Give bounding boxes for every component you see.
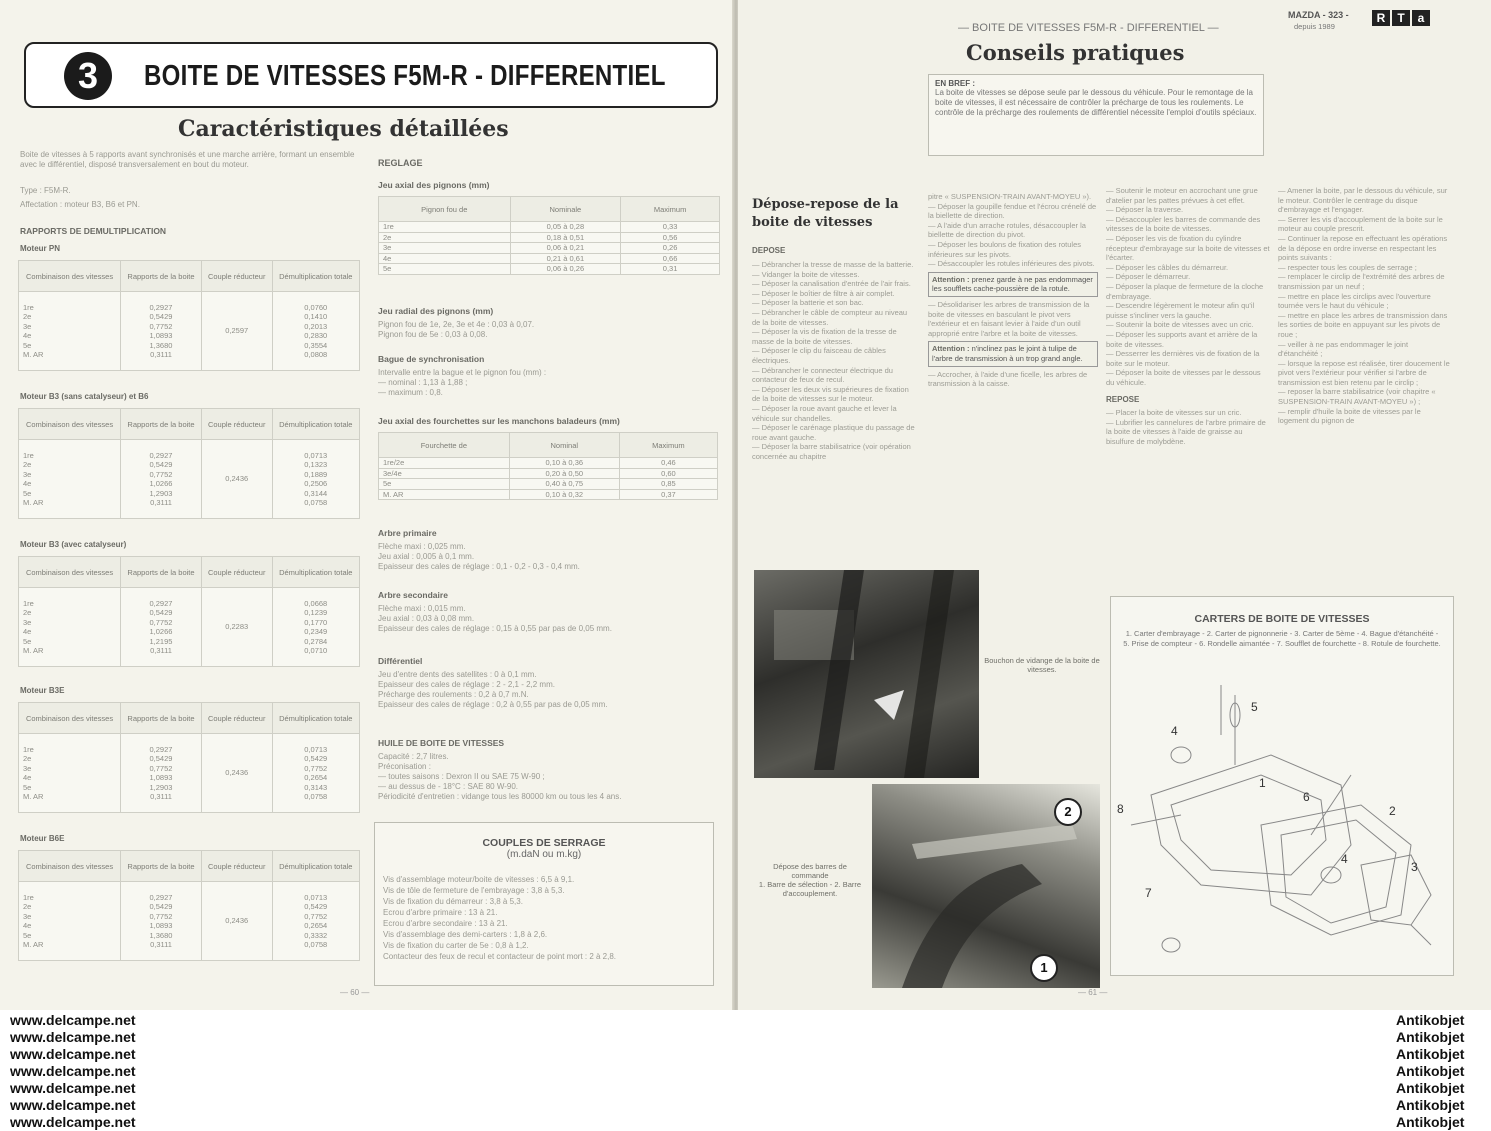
arbre-secondaire-title: Arbre secondaire — [378, 590, 448, 600]
table-row — [379, 232, 720, 243]
table-header-cell: Nominale — [510, 197, 621, 222]
table-header-cell: Couple réducteur — [201, 703, 272, 734]
table-cell: 0,0713 0,5429 0,7752 0,2654 0,3332 0,0758 — [272, 882, 359, 961]
callout-1: 1 — [1030, 954, 1058, 982]
table-cell: 0,2436 — [201, 882, 272, 961]
jeu-axial-title: Jeu axial des pignons (mm) — [378, 180, 490, 190]
page-number-left: — 60 — — [340, 988, 370, 997]
table-cell: 1re 2e 3e 4e 5e M. AR — [19, 588, 121, 667]
logo-letter: R — [1372, 10, 1390, 26]
differentiel-text: Jeu d'entre dents des satellites : 0 à 0,1 mm. Epaisseur des cales de réglage : 2 - 2,1 - 2,2 mm. Précharge des roulements : 0,2 à 0,7 m.N. Epaisseur des cales de réglage : 0,2 à 0,55 par pas de 0,05 mm. — [378, 670, 608, 709]
attention-box-1 — [928, 272, 1098, 297]
footer-site-line: www.delcampe.net — [10, 1029, 136, 1045]
page-number-right: — 61 — — [1078, 988, 1108, 997]
affectation-line: Affectation : moteur B3, B6 et PN. — [20, 200, 140, 209]
footer-site-line: www.delcampe.net — [10, 1080, 136, 1096]
attention-box-2 — [928, 341, 1098, 366]
table-cell: 0,10 à 0,36 — [509, 458, 619, 469]
repose-label: REPOSE — [1106, 395, 1140, 405]
table-header-cell: Combinaison des vitesses — [19, 261, 121, 292]
table-header-cell: Nominal — [509, 433, 619, 458]
table-cell: 0,06 à 0,21 — [510, 243, 621, 254]
callout-2: 2 — [1054, 798, 1082, 826]
gearbox-exploded-diagram — [1111, 675, 1455, 975]
table-header-cell: Couple réducteur — [201, 557, 272, 588]
attention-label: Attention : — [932, 274, 970, 284]
table-header-cell: Rapports de la boite — [121, 261, 202, 292]
jeu-radial-title: Jeu radial des pignons (mm) — [378, 306, 494, 316]
table-header-cell: Démultiplication totale — [272, 261, 359, 292]
col2 — [928, 192, 1098, 389]
table-row — [19, 734, 360, 813]
table-header-cell: Démultiplication totale — [272, 851, 359, 882]
diagram-label: 4 — [1171, 724, 1178, 738]
diagram-label: 6 — [1303, 790, 1310, 804]
footer-brand-line: Antikobjet — [1396, 1063, 1465, 1079]
table-header-cell: Fourchette de — [379, 433, 510, 458]
carters-title: CARTERS DE BOITE DE VITESSES — [1194, 613, 1370, 625]
table-cell: 1re 2e 3e 4e 5e M. AR — [19, 292, 121, 371]
table-cell: 3e/4e — [379, 468, 510, 479]
table-cell: 0,2927 0,5429 0,7752 1,0893 1,3680 0,3111 — [121, 882, 202, 961]
photo-drain-plug-art — [754, 570, 979, 778]
table-cell: M. AR — [379, 489, 510, 500]
table-cell: 0,06 à 0,26 — [510, 264, 621, 275]
table-header-cell: Rapports de la boite — [121, 557, 202, 588]
table-cell: 0,2436 — [201, 734, 272, 813]
col2-intro: pitre « SUSPENSION-TRAIN AVANT-MOYEU »). — Déposer la goupille fendue et l'écrou crénelé de la biellette de direction. — A l'aide d'un arrache rotules, désaccoupler la biellette de direction du pivot. — Déposer les boulons de fixation des rotules inférieures sur les pivots. — Désaccoupler les rotules inférieures des pivots. — [928, 192, 1097, 269]
table-cell: 5e — [379, 479, 510, 490]
table-row — [379, 253, 720, 264]
depose-repose-title: Dépose-repose de la boite de vitesses — [752, 197, 899, 230]
col3 — [1106, 186, 1271, 446]
table-cell: 0,2436 — [201, 440, 272, 519]
table-cell: 0,2927 0,5429 0,7752 1,0266 1,2195 0,3111 — [121, 588, 202, 667]
col2-mid: — Désolidariser les arbres de transmission de la boite de vitesses en basculant le pivot vers l'extérieur et en faisant levier à l'aide d'un outil approprié entre l'arbre et la boite de vitesses. — [928, 299, 1090, 338]
en-bref-label: EN BREF : — [935, 79, 975, 88]
jeu-radial-text: Pignon fou de 1e, 2e, 3e et 4e : 0,03 à 0,07. Pignon fou de 5e : 0,03 à 0,08. — [378, 320, 535, 339]
diagram-label: 8 — [1117, 802, 1124, 816]
couples-subtitle: (m.daN ou m.kg) — [506, 849, 582, 860]
table-cell: 0,10 à 0,32 — [509, 489, 619, 500]
table-cell: 4e — [379, 253, 511, 264]
diagram-label: 1 — [1259, 776, 1266, 790]
footer-site-line: www.delcampe.net — [10, 1114, 136, 1130]
bague-text: Intervalle entre la bague et le pignon fou (mm) : — nominal : 1,13 à 1,88 ; — maximum : 0,8. — [378, 368, 547, 397]
arbre-primaire-title: Arbre primaire — [378, 528, 437, 538]
type-line: Type : F5M-R. — [20, 186, 71, 195]
jeu-axial-table — [378, 196, 720, 275]
reglage-heading: REGLAGE — [378, 158, 423, 168]
ratio-table-title: Moteur PN — [20, 244, 60, 253]
table-header-cell: Combinaison des vitesses — [19, 409, 121, 440]
table-header-cell: Couple réducteur — [201, 851, 272, 882]
table-cell: 0,26 — [621, 243, 720, 254]
table-cell: 1re 2e 3e 4e 5e M. AR — [19, 440, 121, 519]
table-cell: 0,20 à 0,50 — [509, 468, 619, 479]
attention-label: Attention : — [932, 344, 970, 354]
table-cell: 1re/2e — [379, 458, 510, 469]
table-cell: 1re — [379, 222, 511, 233]
table-row — [379, 222, 720, 233]
table-cell: 3e — [379, 243, 511, 254]
intro-text: Boite de vitesses à 5 rapports avant synchronisés et une marche arrière, formant un ensemble avec le différentiel, disposé transversalement en bout du moteur. — [20, 150, 355, 169]
depose-label: DEPOSE — [752, 246, 786, 255]
table-cell: 0,0760 0,1410 0,2013 0,2830 0,3554 0,0808 — [272, 292, 359, 371]
table-cell: 0,05 à 0,28 — [510, 222, 621, 233]
table-cell: 0,2597 — [201, 292, 272, 371]
attention-text: prenez garde à ne pas endommager les soufflets cache-poussière de la rotule. — [932, 274, 1093, 294]
table-row — [379, 489, 718, 500]
table-header-cell: Démultiplication totale — [272, 409, 359, 440]
table-cell: 1re 2e 3e 4e 5e M. AR — [19, 882, 121, 961]
couples-text: Vis d'assemblage moteur/boite de vitesses : 6,5 à 9,1. Vis de tôle de fermeture de l'embrayage : 3,8 à 5,3. Vis de fixation du démarreur : 3,8 à 5,3. Ecrou d'arbre primaire : 13 à 21. Ecrou d'arbre secondaire : 13 à 21. Vis d'assemblage des demi-carters : 1,8 à 2,6. Vis de fixation du carter de 5e : 0,8 à 1,2. Contacteur des feux de recul et contacteur de point mort : 2 à 2,8. — [383, 875, 617, 961]
footer-brand-line: Antikobjet — [1396, 1097, 1465, 1113]
couples-box — [374, 822, 714, 986]
table-header-cell: Maximum — [621, 197, 720, 222]
table-row — [19, 882, 360, 961]
section-title: Caractéristiques détaillées — [178, 116, 509, 142]
ratio-table-title: Moteur B3E — [20, 686, 65, 695]
table-header-cell: Démultiplication totale — [272, 557, 359, 588]
table-cell: 0,2927 0,5429 0,7752 1,0893 1,3680 0,3111 — [121, 292, 202, 371]
table-cell: 0,66 — [621, 253, 720, 264]
footer-site-line: www.delcampe.net — [10, 1012, 136, 1028]
photo-shift-rods-caption: Dépose des barres de commande 1. Barre de sélection - 2. Barre d'accouplement. — [758, 862, 862, 898]
bague-title: Bague de synchronisation — [378, 354, 485, 364]
table-row — [19, 588, 360, 667]
col1-text: — Débrancher la tresse de masse de la batterie. — Vidanger la boite de vitesses. — Déposer la canalisation d'entrée de l'air frais. — Déposer le boîtier de filtre à air complet. — Déposer la batterie et son bac. — Débrancher le câble de compteur au niveau de la boite de vitesses. — Déposer la vis de fixation de la tresse de masse de la boite de vitesses. — Déposer le clip du faisceau de câbles électriques. — Débrancher le connecteur électrique du contacteur de feux de recul. — Déposer les deux vis supérieures de fixation de la boite de vitesses sur le moteur. — Déposer la roue avant gauche et lever la véhicule sur chandelles. — Déposer le carénage plastique du passage de roue avant gauche. — Déposer la barre stabilisatrice (voir opération concernée au chapitre — [752, 260, 915, 461]
table-cell: 0,2927 0,5429 0,7752 1,0893 1,2903 0,3111 — [121, 734, 202, 813]
footer-brand-line: Antikobjet — [1396, 1080, 1465, 1096]
table-row — [379, 468, 718, 479]
table-cell: 0,21 à 0,61 — [510, 253, 621, 264]
table-cell: 0,40 à 0,75 — [509, 479, 619, 490]
table-row — [379, 479, 718, 490]
col2-end: — Accrocher, à l'aide d'une ficelle, les arbres de transmission à la caisse. — [928, 369, 1088, 389]
table-header-cell: Rapports de la boite — [121, 851, 202, 882]
table-header-cell: Combinaison des vitesses — [19, 851, 121, 882]
table-row — [379, 458, 718, 469]
table-cell: 0,60 — [619, 468, 717, 479]
carters-legend: 1. Carter d'embrayage - 2. Carter de pignonnerie - 3. Carter de 5ème - 4. Bague d'étanchéité - 5. Prise de compteur - 6. Rondelle aimantée - 7. Soufflet de fourchette - 8. Rotule de fourchette. — [1123, 629, 1441, 648]
ratio-table-title: Moteur B3 (avec catalyseur) — [20, 540, 127, 549]
huile-title: HUILE DE BOITE DE VITESSES — [378, 738, 505, 748]
photo-drain-plug — [754, 570, 979, 778]
table-header-cell: Couple réducteur — [201, 261, 272, 292]
ratio-table — [18, 408, 360, 519]
footer-site-line: www.delcampe.net — [10, 1097, 136, 1113]
col3-text: — Soutenir le moteur en accrochant une grue d'atelier par les pattes prévues à cet effet. — Déposer la traverse. — Désaccoupler les barres de commande des vitesses de la boite de vitesses. — Déposer les vis de fixation du cylindre récepteur d'embrayage sur la boite de vitesses et l'écarter. — Déposer les câbles du démarreur. — Déposer le démarreur. — Déposer la plaque de fermeture de la cloche d'embrayage. — Descendre légèrement le moteur afin qu'il puisse s'incliner vers la gauche. — Soutenir la boite de vitesses avec un cric. — Déposer les supports avant et arrière de la boite de vitesses. — Desserrer les dernières vis de fixation de la boite sur le moteur. — Déposer la boite de vitesses par le dessous du véhicule. — [1106, 186, 1270, 387]
fourchettes-title: Jeu axial des fourchettes sur les manchons baladeurs (mm) — [378, 416, 620, 426]
ratio-table — [18, 702, 360, 813]
chapter-title: BOITE DE VITESSES F5M-R - DIFFERENTIEL — [144, 60, 666, 92]
table-cell: 0,85 — [619, 479, 717, 490]
table-cell: 0,56 — [621, 232, 720, 243]
chapter-number: 3 — [64, 52, 112, 100]
ratio-table — [18, 850, 360, 961]
footer-brand-line: Antikobjet — [1396, 1114, 1465, 1130]
table-header-cell: Rapports de la boite — [121, 409, 202, 440]
footer-brand-line: Antikobjet — [1396, 1029, 1465, 1045]
couples-title: COUPLES DE SERRAGE — [482, 837, 606, 849]
fourchettes-table — [378, 432, 718, 500]
arbre-secondaire-text: Flèche maxi : 0,015 mm. Jeu axial : 0,03 à 0,08 mm. Epaisseur des cales de réglage : 0,15 à 0,55 par pas de 0,05 mm. — [378, 604, 612, 633]
footer-brand-line: Antikobjet — [1396, 1046, 1465, 1062]
table-cell: 0,46 — [619, 458, 717, 469]
right-page — [738, 0, 1491, 1010]
rapports-heading: RAPPORTS DE DEMULTIPLICATION — [20, 226, 167, 236]
logo-letter: a — [1412, 10, 1430, 26]
ratio-table — [18, 556, 360, 667]
chapter-banner — [24, 42, 718, 108]
brand-sub: depuis 1989 — [1294, 22, 1335, 31]
diagram-label: 7 — [1145, 886, 1152, 900]
footer-site-line: www.delcampe.net — [10, 1046, 136, 1062]
table-cell: 0,2927 0,5429 0,7752 1,0266 1,2903 0,3111 — [121, 440, 202, 519]
carters-diagram-box — [1110, 596, 1454, 976]
diagram-label: 4 — [1341, 852, 1348, 866]
logo-letter: T — [1392, 10, 1410, 26]
ratio-table-title: Moteur B3 (sans catalyseur) et B6 — [20, 392, 149, 401]
table-cell: 0,37 — [619, 489, 717, 500]
table-header-cell: Démultiplication totale — [272, 703, 359, 734]
table-cell: 0,33 — [621, 222, 720, 233]
differentiel-title: Différentiel — [378, 656, 423, 666]
table-cell: 5e — [379, 264, 511, 275]
diagram-label: 3 — [1411, 860, 1418, 874]
rta-logo — [1372, 10, 1430, 26]
table-header-cell: Rapports de la boite — [121, 703, 202, 734]
table-cell: 0,0713 0,5429 0,7752 0,2654 0,3143 0,0758 — [272, 734, 359, 813]
table-cell: 1re 2e 3e 4e 5e M. AR — [19, 734, 121, 813]
attention-text: n'inclinez pas le joint à tulipe de l'arbre de transmission à un trop grand angle. — [932, 344, 1083, 363]
left-page — [0, 0, 735, 1010]
table-row — [19, 440, 360, 519]
table-row — [379, 264, 720, 275]
table-header-cell: Couple réducteur — [201, 409, 272, 440]
en-bref-box — [928, 74, 1264, 156]
table-cell: 0,0713 0,1323 0,1889 0,2506 0,3144 0,0758 — [272, 440, 359, 519]
table-cell: 0,18 à 0,51 — [510, 232, 621, 243]
running-header: — BOITE DE VITESSES F5M-R - DIFFERENTIEL — — [958, 22, 1219, 34]
table-cell: 0,2283 — [201, 588, 272, 667]
footer-site-line: www.delcampe.net — [10, 1063, 136, 1079]
table-cell: 2e — [379, 232, 511, 243]
section-title-right: Conseils pratiques — [966, 40, 1185, 65]
brand: MAZDA - 323 - — [1288, 10, 1349, 20]
table-header-cell: Pignon fou de — [379, 197, 511, 222]
table-header-cell: Combinaison des vitesses — [19, 703, 121, 734]
photo-shift-rods — [872, 784, 1100, 988]
table-header-cell: Combinaison des vitesses — [19, 557, 121, 588]
en-bref-text: La boite de vitesses se dépose seule par le dessous du véhicule. Pour le remontage de la boite de vitesses, il est nécessaire de contrôler la précharge de tous les roulements. Le contrôle de la précharge des roulements de différentiel nécessite l'emploi d'outils spéciaux. — [935, 88, 1257, 117]
arbre-primaire-text: Flèche maxi : 0,025 mm. Jeu axial : 0,005 à 0,1 mm. Epaisseur des cales de réglage : 0,1 - 0,2 - 0,3 - 0,4 mm. — [378, 542, 580, 571]
diagram-label: 2 — [1389, 804, 1396, 818]
ratio-table-title: Moteur B6E — [20, 834, 65, 843]
table-row — [379, 243, 720, 254]
photo-drain-plug-caption: Bouchon de vidange de la boite de vitesses. — [984, 656, 1100, 674]
ratio-table — [18, 260, 360, 371]
col3-repose: — Placer la boite de vitesses sur un cric. — Lubrifier les cannelures de l'arbre primaire de la boite de vitesses à l'aide de graisse au bisulfure de molybdène. — [1106, 408, 1266, 446]
col4-text: — Amener la boite, par le dessous du véhicule, sur le moteur. Contrôler le centrage du disque d'embrayage et l'engager. — Serrer les vis d'accouplement de la boite sur le moteur au couple prescrit. — Continuer la repose en effectuant les opérations de la dépose en ordre inverse en respectant les points suivants : — respecter tous les couples de serrage ; — remplacer le circlip de l'extrémité des arbres de transmission par un neuf ; — mettre en place les circlips avec l'ouverture tournée vers le haut du véhicule ; — mettre en place les arbres de transmission dans les sorties de boite en appuyant sur les pivots de roue ; — veiller à ne pas endommager le joint d'étanchéité ; — lorsque la repose est réalisée, tirer doucement le pivot vers l'extérieur pour vérifier si l'arbre de transmission est bien retenu par le circlip ; — reposer la barre stabilisatrice (voir chapitre « SUSPENSION-TRAIN AVANT-MOYEU ») ; — remplir d'huile la boite de vitesses par le logement du pignon de — [1278, 186, 1450, 426]
table-header-cell: Maximum — [619, 433, 717, 458]
table-cell: 0,31 — [621, 264, 720, 275]
huile-text: Capacité : 2,7 litres. Préconisation : — toutes saisons : Dexron II ou SAE 75 W-90 ; — au dessus de - 18°C : SAE 80 W-90. Périodicité d'entretien : vidange tous les 80000 km ou tous les 4 ans. — [378, 752, 622, 801]
footer-brand-line: Antikobjet — [1396, 1012, 1465, 1028]
diagram-label: 5 — [1251, 700, 1258, 714]
table-cell: 0,0668 0,1239 0,1770 0,2349 0,2784 0,0710 — [272, 588, 359, 667]
table-row — [19, 292, 360, 371]
